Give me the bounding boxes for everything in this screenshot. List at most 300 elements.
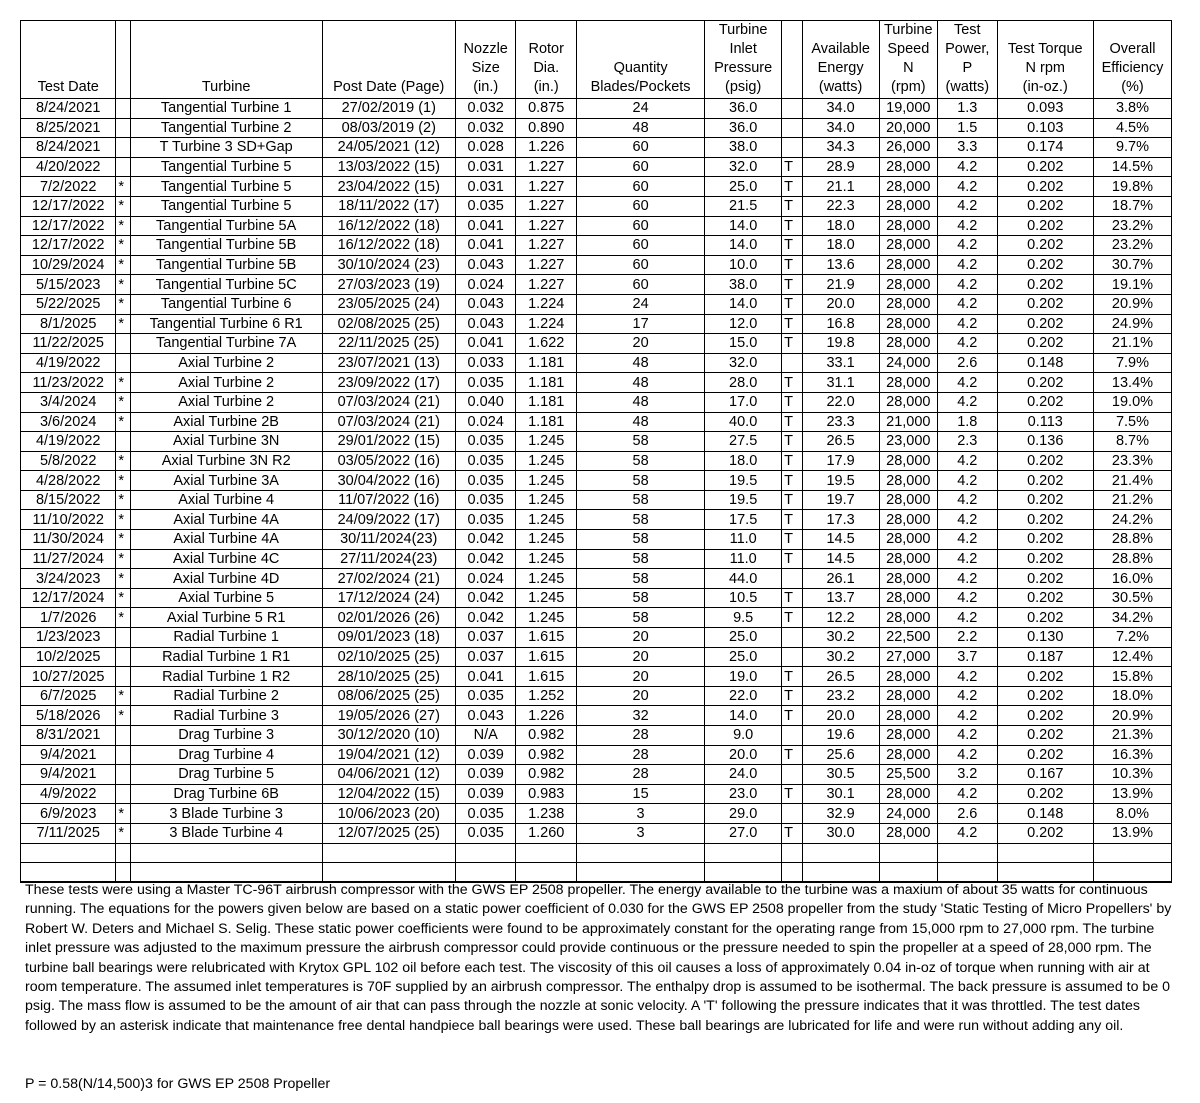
- cell-qty: 58: [576, 432, 704, 452]
- cell-power: 3.3: [938, 138, 997, 158]
- cell-energy: 16.8: [802, 314, 879, 334]
- cell-post-date: 24/09/2022 (17): [322, 510, 455, 530]
- cell-speed: 28,000: [879, 392, 937, 412]
- cell-rotor: 1.245: [516, 608, 577, 628]
- cell-post-date: 07/03/2024 (21): [322, 412, 455, 432]
- cell-rotor: 1.622: [516, 334, 577, 354]
- cell-pressure: 11.0: [705, 549, 782, 569]
- cell-nozzle: 0.042: [455, 549, 516, 569]
- table-row: [21, 804, 1172, 824]
- cell-rotor: 0.982: [516, 745, 577, 765]
- cell-pressure: 38.0: [705, 275, 782, 295]
- cell-empty: [130, 843, 322, 862]
- column-header-speed: [879, 21, 937, 99]
- cell-qty: 58: [576, 530, 704, 550]
- cell-throttle: T: [782, 745, 803, 765]
- table-row: [21, 412, 1172, 432]
- cell-rotor: 1.227: [516, 236, 577, 256]
- cell-power: 4.2: [938, 451, 997, 471]
- table-row: [21, 177, 1172, 197]
- column-header-qty: [576, 21, 704, 99]
- cell-power: 4.2: [938, 373, 997, 393]
- cell-turbine: Tangential Turbine 5B: [130, 236, 322, 256]
- cell-energy: 19.6: [802, 726, 879, 746]
- table-row: [21, 765, 1172, 785]
- cell-qty: 28: [576, 765, 704, 785]
- column-header-throttle: [782, 21, 803, 99]
- cell-torque: 0.148: [997, 353, 1093, 373]
- cell-eff: 21.3%: [1093, 726, 1171, 746]
- cell-energy: 30.2: [802, 647, 879, 667]
- cell-power: 4.2: [938, 706, 997, 726]
- cell-power: 4.2: [938, 588, 997, 608]
- cell-post-date: 12/04/2022 (15): [322, 784, 455, 804]
- table-row: [21, 255, 1172, 275]
- table-row: [21, 490, 1172, 510]
- cell-energy: 20.0: [802, 706, 879, 726]
- cell-energy: 19.5: [802, 471, 879, 491]
- cell-turbine: Drag Turbine 6B: [130, 784, 322, 804]
- cell-throttle: T: [782, 373, 803, 393]
- cell-test-date: 12/17/2022: [21, 196, 116, 216]
- cell-nozzle: 0.033: [455, 353, 516, 373]
- cell-rotor: 1.245: [516, 451, 577, 471]
- table-row: [21, 569, 1172, 589]
- column-header-line: Size: [471, 60, 500, 76]
- cell-throttle: T: [782, 275, 803, 295]
- cell-eff: 24.9%: [1093, 314, 1171, 334]
- cell-post-date: 07/03/2024 (21): [322, 392, 455, 412]
- cell-turbine: Tangential Turbine 7A: [130, 334, 322, 354]
- cell-power: 4.2: [938, 236, 997, 256]
- cell-turbine: Axial Turbine 4C: [130, 549, 322, 569]
- cell-post-date: 19/05/2026 (27): [322, 706, 455, 726]
- cell-throttle: T: [782, 686, 803, 706]
- cell-nozzle: 0.041: [455, 667, 516, 687]
- cell-mark: *: [116, 236, 130, 256]
- cell-eff: 21.4%: [1093, 471, 1171, 491]
- cell-rotor: 1.245: [516, 569, 577, 589]
- cell-nozzle: 0.041: [455, 216, 516, 236]
- cell-mark: *: [116, 177, 130, 197]
- cell-test-date: 4/19/2022: [21, 432, 116, 452]
- cell-post-date: 23/07/2021 (13): [322, 353, 455, 373]
- cell-mark: *: [116, 294, 130, 314]
- cell-empty: [782, 862, 803, 882]
- cell-nozzle: 0.042: [455, 608, 516, 628]
- cell-torque: 0.202: [997, 726, 1093, 746]
- cell-test-date: 8/1/2025: [21, 314, 116, 334]
- cell-test-date: 5/8/2022: [21, 451, 116, 471]
- cell-test-date: 8/24/2021: [21, 138, 116, 158]
- cell-torque: 0.202: [997, 255, 1093, 275]
- cell-mark: *: [116, 823, 130, 843]
- cell-turbine: Tangential Turbine 5B: [130, 255, 322, 275]
- cell-throttle: [782, 804, 803, 824]
- cell-eff: 23.2%: [1093, 236, 1171, 256]
- cell-nozzle: 0.040: [455, 392, 516, 412]
- cell-speed: 28,000: [879, 275, 937, 295]
- cell-mark: *: [116, 804, 130, 824]
- cell-rotor: 1.226: [516, 138, 577, 158]
- cell-mark: *: [116, 471, 130, 491]
- table-row: [21, 608, 1172, 628]
- cell-speed: 26,000: [879, 138, 937, 158]
- cell-torque: 0.136: [997, 432, 1093, 452]
- cell-turbine: Axial Turbine 4: [130, 490, 322, 510]
- cell-test-date: 11/10/2022: [21, 510, 116, 530]
- column-header-line: Test: [953, 22, 981, 38]
- cell-energy: 22.3: [802, 196, 879, 216]
- cell-empty: [938, 843, 997, 862]
- cell-power: 4.2: [938, 667, 997, 687]
- cell-pressure: 38.0: [705, 138, 782, 158]
- cell-throttle: T: [782, 216, 803, 236]
- cell-mark: [116, 157, 130, 177]
- cell-post-date: 12/07/2025 (25): [322, 823, 455, 843]
- cell-eff: 20.9%: [1093, 706, 1171, 726]
- cell-test-date: 7/11/2025: [21, 823, 116, 843]
- cell-eff: 20.9%: [1093, 294, 1171, 314]
- cell-energy: 30.1: [802, 784, 879, 804]
- table-row: [21, 784, 1172, 804]
- cell-nozzle: 0.037: [455, 647, 516, 667]
- cell-turbine: Axial Turbine 5 R1: [130, 608, 322, 628]
- cell-post-date: 30/10/2024 (23): [322, 255, 455, 275]
- cell-torque: 0.202: [997, 196, 1093, 216]
- table-row: [21, 726, 1172, 746]
- cell-throttle: T: [782, 588, 803, 608]
- column-header-line: Turbine: [718, 22, 768, 38]
- cell-qty: 20: [576, 628, 704, 648]
- cell-pressure: 11.0: [705, 530, 782, 550]
- cell-post-date: 13/03/2022 (15): [322, 157, 455, 177]
- cell-nozzle: 0.035: [455, 490, 516, 510]
- column-header-line: Rotor: [528, 41, 564, 57]
- cell-pressure: 40.0: [705, 412, 782, 432]
- cell-eff: 21.1%: [1093, 334, 1171, 354]
- cell-post-date: 02/01/2026 (26): [322, 608, 455, 628]
- cell-empty: [802, 862, 879, 882]
- cell-eff: 16.0%: [1093, 569, 1171, 589]
- cell-rotor: 1.245: [516, 588, 577, 608]
- cell-pressure: 19.5: [705, 490, 782, 510]
- column-header-line: (psig): [725, 79, 762, 95]
- cell-mark: [116, 784, 130, 804]
- cell-nozzle: 0.032: [455, 118, 516, 138]
- cell-energy: 25.6: [802, 745, 879, 765]
- cell-pressure: 15.0: [705, 334, 782, 354]
- cell-qty: 20: [576, 686, 704, 706]
- cell-test-date: 4/20/2022: [21, 157, 116, 177]
- cell-throttle: T: [782, 510, 803, 530]
- cell-power: 4.2: [938, 549, 997, 569]
- cell-speed: 28,000: [879, 549, 937, 569]
- cell-test-date: 4/9/2022: [21, 784, 116, 804]
- cell-eff: 18.7%: [1093, 196, 1171, 216]
- cell-speed: 28,000: [879, 157, 937, 177]
- cell-throttle: T: [782, 314, 803, 334]
- cell-post-date: 24/05/2021 (12): [322, 138, 455, 158]
- cell-nozzle: 0.041: [455, 334, 516, 354]
- cell-turbine: Tangential Turbine 6: [130, 294, 322, 314]
- cell-mark: *: [116, 392, 130, 412]
- cell-power: 4.2: [938, 726, 997, 746]
- cell-nozzle: 0.035: [455, 823, 516, 843]
- cell-pressure: 12.0: [705, 314, 782, 334]
- cell-test-date: 7/2/2022: [21, 177, 116, 197]
- cell-nozzle: 0.043: [455, 314, 516, 334]
- cell-speed: 28,000: [879, 667, 937, 687]
- cell-eff: 8.7%: [1093, 432, 1171, 452]
- cell-qty: 58: [576, 490, 704, 510]
- cell-power: 4.2: [938, 530, 997, 550]
- cell-qty: 3: [576, 804, 704, 824]
- cell-throttle: [782, 118, 803, 138]
- cell-empty: [705, 843, 782, 862]
- cell-eff: 21.2%: [1093, 490, 1171, 510]
- cell-eff: 12.4%: [1093, 647, 1171, 667]
- column-header-line: (in.): [533, 79, 559, 95]
- cell-torque: 0.202: [997, 784, 1093, 804]
- cell-power: 4.2: [938, 745, 997, 765]
- cell-empty: [938, 862, 997, 882]
- cell-qty: 17: [576, 314, 704, 334]
- cell-power: 4.2: [938, 275, 997, 295]
- table-row: [21, 196, 1172, 216]
- table-row: [21, 334, 1172, 354]
- cell-speed: 28,000: [879, 490, 937, 510]
- cell-turbine: Tangential Turbine 5: [130, 157, 322, 177]
- cell-nozzle: 0.035: [455, 804, 516, 824]
- cell-post-date: 30/12/2020 (10): [322, 726, 455, 746]
- cell-mark: [116, 99, 130, 119]
- cell-torque: 0.174: [997, 138, 1093, 158]
- cell-qty: 60: [576, 196, 704, 216]
- table-row: [21, 157, 1172, 177]
- cell-rotor: 1.238: [516, 804, 577, 824]
- cell-mark: *: [116, 588, 130, 608]
- table-row: [21, 99, 1172, 119]
- cell-throttle: [782, 569, 803, 589]
- cell-energy: 17.3: [802, 510, 879, 530]
- cell-energy: 19.7: [802, 490, 879, 510]
- cell-eff: 18.0%: [1093, 686, 1171, 706]
- cell-empty: [879, 862, 937, 882]
- cell-throttle: [782, 138, 803, 158]
- cell-torque: 0.202: [997, 490, 1093, 510]
- cell-post-date: 27/02/2019 (1): [322, 99, 455, 119]
- cell-speed: 28,000: [879, 334, 937, 354]
- cell-test-date: 8/31/2021: [21, 726, 116, 746]
- cell-throttle: T: [782, 255, 803, 275]
- cell-turbine: Axial Turbine 4D: [130, 569, 322, 589]
- cell-speed: 21,000: [879, 412, 937, 432]
- table-row: [21, 823, 1172, 843]
- cell-qty: 60: [576, 177, 704, 197]
- cell-qty: 60: [576, 275, 704, 295]
- cell-mark: [116, 138, 130, 158]
- cell-torque: 0.113: [997, 412, 1093, 432]
- cell-throttle: [782, 353, 803, 373]
- cell-throttle: T: [782, 451, 803, 471]
- cell-eff: 14.5%: [1093, 157, 1171, 177]
- cell-post-date: 29/01/2022 (15): [322, 432, 455, 452]
- cell-empty: [1093, 843, 1171, 862]
- cell-test-date: 5/22/2025: [21, 294, 116, 314]
- cell-empty: [116, 862, 130, 882]
- cell-speed: 28,000: [879, 236, 937, 256]
- column-header-line: Test Date: [37, 79, 99, 95]
- cell-throttle: T: [782, 490, 803, 510]
- cell-throttle: T: [782, 706, 803, 726]
- cell-qty: 28: [576, 726, 704, 746]
- cell-turbine: Axial Turbine 3A: [130, 471, 322, 491]
- cell-speed: 28,000: [879, 530, 937, 550]
- power-formula: P = 0.58(N/14,500)3 for GWS EP 2508 Propeller: [25, 1076, 331, 1092]
- cell-post-date: 11/07/2022 (16): [322, 490, 455, 510]
- cell-qty: 58: [576, 608, 704, 628]
- cell-empty: [455, 862, 516, 882]
- cell-pressure: 10.0: [705, 255, 782, 275]
- cell-pressure: 9.5: [705, 608, 782, 628]
- cell-nozzle: 0.024: [455, 275, 516, 295]
- column-header-line: (in-oz.): [1022, 79, 1068, 95]
- cell-turbine: Radial Turbine 3: [130, 706, 322, 726]
- cell-turbine: Tangential Turbine 5: [130, 177, 322, 197]
- cell-speed: 19,000: [879, 99, 937, 119]
- column-header-line: Blades/Pockets: [590, 79, 691, 95]
- cell-torque: 0.202: [997, 686, 1093, 706]
- cell-post-date: 04/06/2021 (12): [322, 765, 455, 785]
- cell-throttle: T: [782, 471, 803, 491]
- cell-empty: [997, 843, 1093, 862]
- cell-torque: 0.202: [997, 745, 1093, 765]
- cell-speed: 28,000: [879, 569, 937, 589]
- cell-pressure: 9.0: [705, 726, 782, 746]
- cell-speed: 20,000: [879, 118, 937, 138]
- cell-power: 2.3: [938, 432, 997, 452]
- cell-nozzle: 0.035: [455, 510, 516, 530]
- table-row: [21, 745, 1172, 765]
- cell-pressure: 14.0: [705, 216, 782, 236]
- cell-energy: 32.9: [802, 804, 879, 824]
- cell-speed: 28,000: [879, 726, 937, 746]
- cell-torque: 0.202: [997, 216, 1093, 236]
- cell-throttle: T: [782, 412, 803, 432]
- cell-eff: 7.5%: [1093, 412, 1171, 432]
- cell-pressure: 24.0: [705, 765, 782, 785]
- cell-rotor: 1.245: [516, 471, 577, 491]
- cell-mark: *: [116, 373, 130, 393]
- cell-turbine: Axial Turbine 2B: [130, 412, 322, 432]
- cell-rotor: 1.181: [516, 392, 577, 412]
- cell-empty: [576, 843, 704, 862]
- cell-rotor: 1.245: [516, 510, 577, 530]
- cell-speed: 28,000: [879, 314, 937, 334]
- cell-power: 1.3: [938, 99, 997, 119]
- cell-turbine: Tangential Turbine 5: [130, 196, 322, 216]
- cell-torque: 0.093: [997, 99, 1093, 119]
- cell-energy: 26.1: [802, 569, 879, 589]
- cell-energy: 34.0: [802, 118, 879, 138]
- cell-post-date: 28/10/2025 (25): [322, 667, 455, 687]
- cell-pressure: 25.0: [705, 647, 782, 667]
- cell-throttle: [782, 647, 803, 667]
- cell-pressure: 10.5: [705, 588, 782, 608]
- cell-torque: 0.202: [997, 588, 1093, 608]
- table-row: [21, 628, 1172, 648]
- column-header-line: Nozzle: [463, 41, 508, 57]
- cell-mark: *: [116, 451, 130, 471]
- cell-qty: 48: [576, 412, 704, 432]
- column-header-line: Power,: [945, 41, 990, 57]
- column-header-line: Quantity: [613, 60, 668, 76]
- cell-pressure: 22.0: [705, 686, 782, 706]
- table-header-row: [21, 21, 1172, 99]
- cell-qty: 48: [576, 392, 704, 412]
- cell-pressure: 21.5: [705, 196, 782, 216]
- cell-energy: 34.0: [802, 99, 879, 119]
- cell-turbine: Axial Turbine 2: [130, 353, 322, 373]
- cell-speed: 25,500: [879, 765, 937, 785]
- cell-post-date: 23/09/2022 (17): [322, 373, 455, 393]
- cell-empty: [322, 843, 455, 862]
- cell-nozzle: 0.035: [455, 196, 516, 216]
- cell-nozzle: 0.031: [455, 177, 516, 197]
- table-row: [21, 118, 1172, 138]
- cell-torque: 0.202: [997, 471, 1093, 491]
- column-header-line: (watts): [945, 79, 990, 95]
- cell-post-date: 16/12/2022 (18): [322, 216, 455, 236]
- cell-torque: 0.202: [997, 608, 1093, 628]
- cell-qty: 48: [576, 118, 704, 138]
- cell-throttle: T: [782, 549, 803, 569]
- cell-pressure: 25.0: [705, 628, 782, 648]
- cell-pressure: 14.0: [705, 706, 782, 726]
- cell-speed: 22,500: [879, 628, 937, 648]
- table-row: [21, 706, 1172, 726]
- cell-nozzle: 0.043: [455, 255, 516, 275]
- cell-mark: *: [116, 530, 130, 550]
- cell-mark: *: [116, 314, 130, 334]
- column-header-line: Speed: [887, 41, 930, 57]
- cell-eff: 23.2%: [1093, 216, 1171, 236]
- cell-qty: 60: [576, 157, 704, 177]
- cell-power: 4.2: [938, 686, 997, 706]
- cell-energy: 14.5: [802, 549, 879, 569]
- cell-test-date: 10/2/2025: [21, 647, 116, 667]
- cell-power: 4.2: [938, 823, 997, 843]
- cell-post-date: 10/06/2023 (20): [322, 804, 455, 824]
- cell-speed: 28,000: [879, 177, 937, 197]
- cell-torque: 0.202: [997, 314, 1093, 334]
- cell-eff: 10.3%: [1093, 765, 1171, 785]
- cell-throttle: T: [782, 236, 803, 256]
- cell-pressure: 44.0: [705, 569, 782, 589]
- cell-qty: 58: [576, 588, 704, 608]
- cell-speed: 28,000: [879, 373, 937, 393]
- cell-pressure: 23.0: [705, 784, 782, 804]
- cell-torque: 0.103: [997, 118, 1093, 138]
- cell-eff: 30.7%: [1093, 255, 1171, 275]
- cell-torque: 0.202: [997, 392, 1093, 412]
- cell-test-date: 5/15/2023: [21, 275, 116, 295]
- cell-speed: 28,000: [879, 451, 937, 471]
- cell-mark: [116, 647, 130, 667]
- cell-nozzle: 0.032: [455, 99, 516, 119]
- cell-torque: 0.202: [997, 157, 1093, 177]
